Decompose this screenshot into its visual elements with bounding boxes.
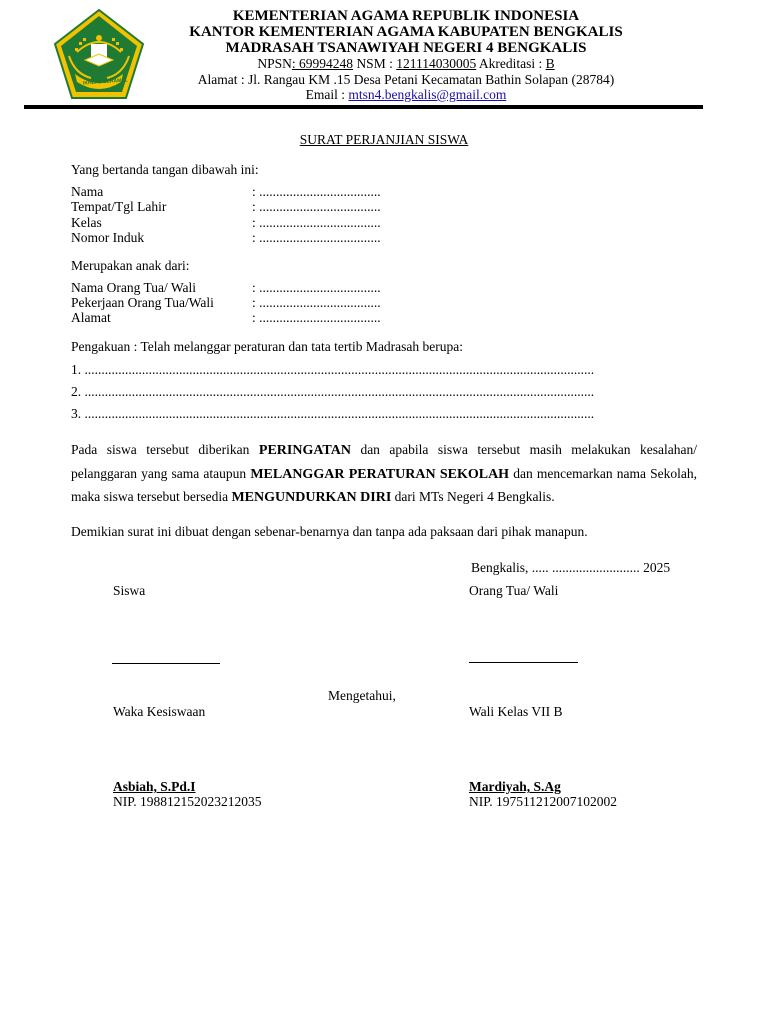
statement-emphasis: MENGUNDURKAN DIRI [231,490,392,505]
place-date: Bengkalis, ..... .......................... 2025 [471,560,671,575]
field-label: Nama Orang Tua/ Wali [71,280,197,295]
violation-line: 1. ....................................................................................................................................................... [71,362,595,377]
field-value: : .................................... [252,199,381,214]
school-email-line [160,87,652,103]
nsm-value: 121114030005 [396,56,477,71]
npsn-value: : 69994248 [291,56,354,71]
field-value: : .................................... [252,230,381,245]
field-value: : .................................... [252,184,381,199]
intro-text: Yang bertanda tangan dibawah ini: [71,162,259,177]
student-signature-title: Siswa [113,583,146,598]
school-address: Alamat : Jl. Rangau KM .15 Desa Petani Kecamatan Bathin Solapan (28784) [197,72,615,87]
nsm-label: NSM : [353,56,397,71]
statement-emphasis: PERINGATAN [258,443,351,458]
field-label: Pekerjaan Orang Tua/Wali [71,295,214,310]
statement-text: dan apabila siswa tersebut masih melakukan kesalahan/ pelanggaran yang sama ataupun [71,442,697,481]
confession-text: Pengakuan : Telah melanggar peraturan dan tata tertib Madrasah berupa: [71,339,464,354]
field-value: : .................................... [252,310,381,325]
npsn-label: NPSN [257,56,292,71]
wali-name: Mardiyah, S.Ag [469,779,561,794]
statement-emphasis: MELANGGAR PERATURAN SEKOLAH [250,466,510,482]
akreditasi-value: B [545,56,555,71]
waka-title: Waka Kesiswaan [113,704,206,719]
violation-line: 2. ....................................................................................................................................................... [71,384,595,399]
violation-line: 3. ....................................................................................................................................................... [71,406,595,421]
parent-intro-text: Merupakan anak dari: [71,258,190,273]
field-label: Alamat [71,310,111,325]
field-label: Kelas [71,215,102,230]
school-identifiers [160,56,652,72]
waka-name: Asbiah, S.Pd.I [113,779,196,794]
email-label: Email : [305,87,349,102]
statement-text: Pada siswa tersebut diberikan [71,442,259,457]
parent-signature-title: Orang Tua/ Wali [469,583,559,598]
field-label: Nama [71,184,104,199]
closing-text: Demikian surat ini dibuat dengan sebenar-benarnya dan tanpa ada paksaan dari pihak manapun. [71,524,588,539]
ministry-name: KEMENTERIAN AGAMA REPUBLIK INDONESIA [232,8,580,24]
statement-text: dari MTs Negeri 4 Bengkalis. [391,489,555,504]
wali-title: Wali Kelas VII B [469,704,563,719]
field-value: : .................................... [252,295,381,310]
waka-nip: NIP. 198812152023212035 [113,794,262,809]
acknowledged-text: Mengetahui, [328,688,396,703]
letter-title: SURAT PERJANJIAN SISWA [299,132,469,147]
statement-text: dan mencemarkan nama Sekolah, maka siswa tersebut bersedia [71,465,697,504]
parent-signature-line [469,662,578,663]
header-divider-thick [24,105,703,109]
email-link[interactable]: mtsn4.bengkalis@gmail.com [348,87,507,102]
field-value: : .................................... [252,215,381,230]
logo-motto: IKHLAS BERAMAL [82,77,129,87]
student-signature-line [112,663,220,664]
wali-nip: NIP. 197511212007102002 [469,794,618,809]
school-name: MADRASAH TSANAWIYAH NEGERI 4 BENGKALIS [225,40,587,56]
field-value: : .................................... [252,280,381,295]
statement-paragraph [71,439,697,510]
office-name: KANTOR KEMENTERIAN AGAMA KABUPATEN BENGKALIS [189,24,623,40]
akreditasi-label: Akreditasi : [476,56,546,71]
field-label: Tempat/Tgl Lahir [71,199,167,214]
field-label: Nomor Induk [71,230,145,245]
kemenag-logo [53,8,145,100]
